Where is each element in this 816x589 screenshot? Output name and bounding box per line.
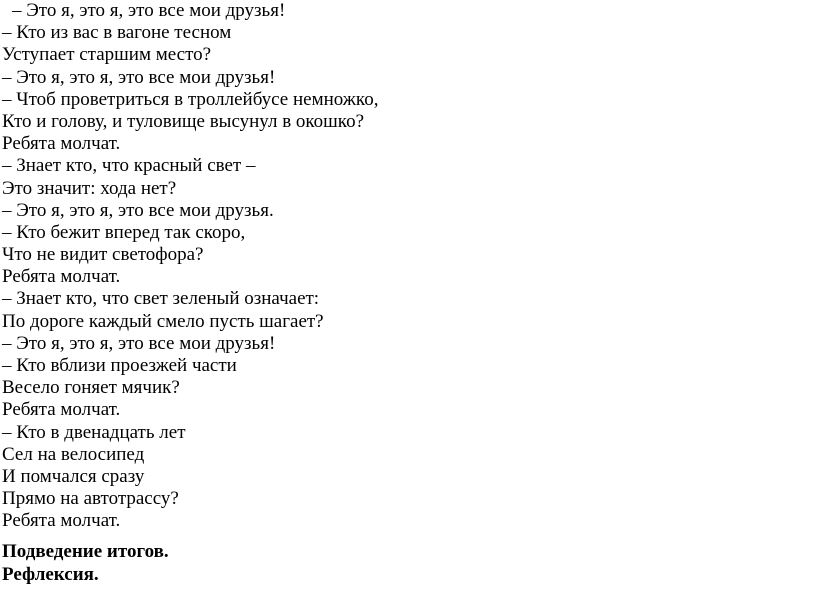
reflection-heading: Рефлексия.: [2, 564, 99, 585]
poem-line: – Это я, это я, это все мои друзья.: [2, 199, 274, 221]
poem-line: По дороге каждый смело пусть шагает?: [2, 310, 324, 332]
poem-line: Ребята молчат.: [2, 266, 121, 288]
poem-line: Кто и голову, и туловище высунул в окошко?: [2, 110, 365, 132]
poem-line: Ребята молчат.: [2, 133, 121, 155]
poem-line: Ребята молчат.: [2, 510, 121, 532]
poem-line: Уступает старшим место?: [2, 44, 212, 66]
poem-line: Что не видит светофора?: [2, 244, 204, 266]
poem-text: [2, 0, 378, 533]
poem-line: – Чтоб проветриться в троллейбусе немножко,: [2, 88, 379, 110]
poem-line: – Знает кто, что красный свет –: [2, 155, 256, 177]
poem-line: – Кто в двенадцать лет: [2, 421, 186, 443]
poem-line: Весело гоняет мячик?: [2, 377, 180, 399]
poem-line: Прямо на автотрассу?: [2, 488, 179, 510]
poem-line: – Это я, это я, это все мои друзья!: [2, 66, 276, 88]
poem-line: – Это я, это я, это все мои друзья!: [2, 332, 276, 354]
summary-heading: Подведение итогов.: [2, 541, 169, 562]
poem-line: – Кто вблизи проезжей части: [2, 355, 237, 376]
poem-line: – Это я, это я, это все мои друзья!: [12, 0, 286, 21]
poem-line: – Знает кто, что свет зеленый означает:: [2, 288, 320, 310]
poem-line: И помчался сразу: [2, 465, 145, 487]
poem-line: Это значит: хода нет?: [2, 177, 177, 199]
poem-line: Сел на велосипед: [2, 443, 145, 465]
poem-line: Ребята молчат.: [2, 399, 121, 421]
poem-line: – Кто из вас в вагоне тесном: [2, 22, 232, 44]
poem-line: – Кто бежит вперед так скоро,: [2, 221, 246, 243]
